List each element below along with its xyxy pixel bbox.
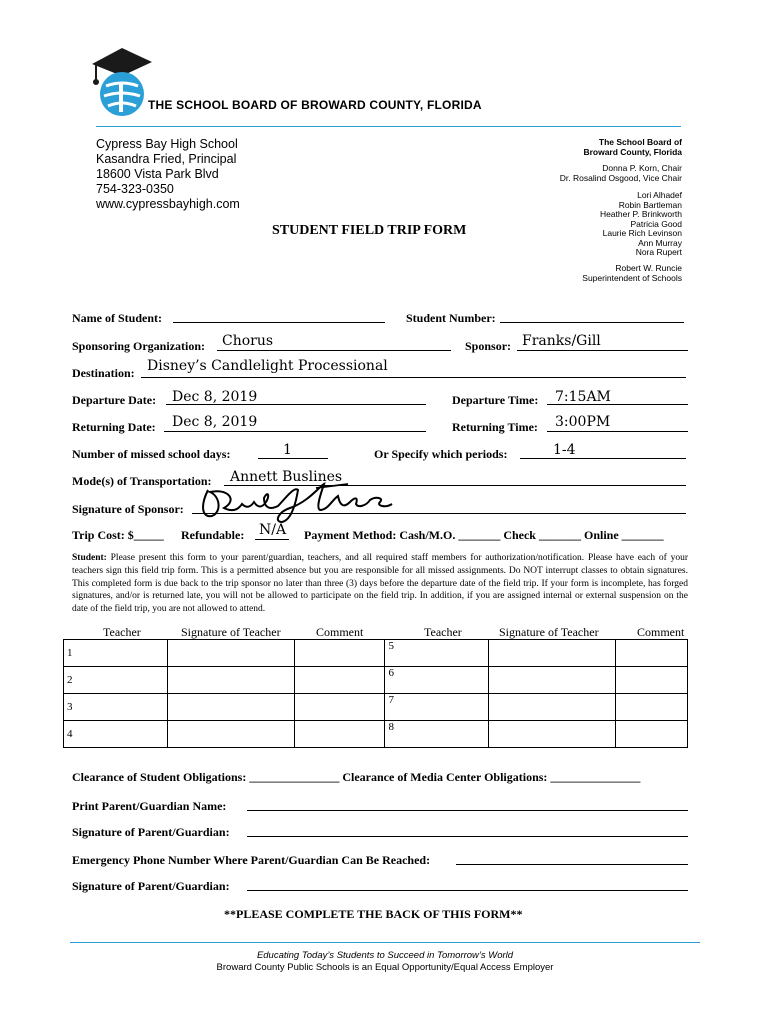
school-address: 18600 Vista Park Blvd: [96, 167, 219, 181]
comment-cell[interactable]: [294, 694, 385, 721]
name-label: Name of Student:: [72, 311, 162, 325]
teacher-cell[interactable]: [64, 721, 168, 748]
board-title-line: Broward County, Florida: [583, 146, 682, 157]
row-number: 4: [67, 728, 73, 740]
teacher-cell[interactable]: [385, 640, 489, 667]
header-rule: [96, 126, 681, 127]
refundable-field[interactable]: [255, 539, 289, 540]
student-number-field[interactable]: [500, 322, 684, 323]
periods-value: 1-4: [553, 442, 576, 458]
sig-parent-field[interactable]: [247, 836, 688, 837]
school-info: [96, 137, 240, 212]
table-row: [64, 721, 688, 748]
board-name: THE SCHOOL BOARD OF BROWARD COUNTY, FLORIDA: [148, 98, 482, 112]
principal: Kasandra Fried, Principal: [96, 152, 237, 166]
form-title: STUDENT FIELD TRIP FORM: [272, 223, 467, 238]
payment-label: Payment Method: Cash/M.O. _______ Check _______ Online _______: [304, 528, 664, 542]
signature-cell[interactable]: [489, 640, 616, 667]
teacher-cell[interactable]: [385, 667, 489, 694]
vice-chair: Dr. Rosalind Osgood, Vice Chair: [559, 172, 682, 183]
notice-text: Please present this form to your parent/guardian, teachers, and all required staff members for authorization/notification. Please have each of your teachers sign this field trip form. This is a permitted absence but you are responsible for all missed assignments. Do NOT interrupt classes to obtain signatures. This completed form is due back to the trip sponsor no later than three (3) days before the departure date of the field trip. If your form is incomplete, has forged signatures, and/or is returned late, you will not be allowed to participate on the field trip. In addition, if you are assigned internal or external suspension on the date of the field trip, you are not allowed to attend.: [72, 553, 689, 615]
member: Patricia Good: [630, 218, 682, 229]
teacher-header-left: Teacher: [103, 625, 141, 639]
table-row: [64, 694, 688, 721]
board-title-line: The School Board of: [598, 137, 682, 147]
comment-cell[interactable]: [616, 640, 688, 667]
clearance-line: Clearance of Student Obligations: _______________ Clearance of Media Center Obligations: _______________: [72, 770, 641, 784]
comment-cell[interactable]: [294, 667, 385, 694]
signature-cell[interactable]: [167, 667, 294, 694]
destination-value: Disney’s Candlelight Processional: [147, 358, 388, 374]
signature-cell[interactable]: [489, 721, 616, 748]
teacher-signature-table: [63, 639, 688, 748]
school-board-logo: [88, 44, 154, 118]
teacher-cell[interactable]: [385, 694, 489, 721]
chair: Donna P. Korn, Chair: [602, 163, 682, 173]
dep-date-value: Dec 8, 2019: [172, 389, 258, 405]
signature-cell[interactable]: [167, 721, 294, 748]
print-parent-label: Print Parent/Guardian Name:: [72, 799, 227, 813]
member: Robin Bartleman: [618, 199, 682, 210]
org-label: Sponsoring Organization:: [72, 339, 206, 353]
signature-cell[interactable]: [489, 694, 616, 721]
board-chairs: [560, 164, 682, 183]
dep-date-label: Departure Date:: [72, 393, 157, 407]
superintendent-name: Robert W. Runcie: [615, 263, 682, 273]
member: Ann Murray: [638, 237, 682, 248]
student-notice: [72, 552, 688, 616]
table-row: [64, 640, 688, 667]
student-number-label: Student Number:: [406, 311, 496, 325]
dep-time-label: Departure Time:: [452, 393, 539, 407]
emergency-field[interactable]: [456, 864, 688, 865]
sponsor-field[interactable]: [517, 350, 688, 351]
signature-cell[interactable]: [489, 667, 616, 694]
row-number: 3: [67, 701, 73, 713]
signature-cell[interactable]: [167, 640, 294, 667]
comment-header-left: Comment: [316, 625, 364, 639]
sponsor-value: Franks/Gill: [522, 333, 601, 349]
row-number: 5: [388, 640, 394, 652]
notice-label: Student:: [72, 553, 107, 563]
print-parent-field[interactable]: [247, 810, 688, 811]
signature-cell[interactable]: [167, 694, 294, 721]
emergency-label: Emergency Phone Number Where Parent/Guardian Can Be Reached:: [72, 853, 431, 867]
sponsor-label: Sponsor:: [465, 339, 512, 353]
member: Laurie Rich Levinson: [602, 228, 682, 238]
school-name: Cypress Bay High School: [96, 137, 238, 151]
periods-label: Or Specify which periods:: [374, 447, 508, 461]
teacher-cell[interactable]: [385, 721, 489, 748]
comment-header-right: Comment: [637, 625, 685, 639]
row-number: 1: [67, 647, 73, 659]
destination-label: Destination:: [72, 366, 135, 380]
school-website: www.cypressbayhigh.com: [96, 197, 240, 211]
member: Heather P. Brinkworth: [599, 209, 682, 219]
ret-time-value: 3:00PM: [555, 414, 611, 430]
teacher-cell[interactable]: [64, 640, 168, 667]
superintendent: [582, 264, 682, 283]
footer-rule: [70, 942, 700, 943]
ret-time-label: Returning Time:: [452, 420, 538, 434]
member: Lori Alhadef: [637, 190, 682, 200]
teacher-header-right: Teacher: [424, 625, 462, 639]
transport-value: Annett Buslines: [230, 469, 343, 485]
org-field[interactable]: [217, 350, 451, 351]
member: Nora Rupert: [635, 247, 682, 257]
row-number: 2: [67, 674, 73, 686]
ret-date-value: Dec 8, 2019: [172, 414, 258, 430]
row-number: 8: [388, 721, 394, 733]
org-value: Chorus: [222, 333, 274, 349]
teacher-cell[interactable]: [64, 667, 168, 694]
ret-date-field[interactable]: [164, 431, 426, 432]
sig-sponsor-label: Signature of Sponsor:: [72, 502, 184, 516]
signature-header-right: Signature of Teacher: [499, 625, 599, 639]
sponsor-signature: [198, 478, 398, 528]
signature-header-left: Signature of Teacher: [181, 625, 281, 639]
row-number: 6: [388, 667, 394, 679]
refundable-label: Refundable:: [181, 528, 245, 542]
ret-date-label: Returning Date:: [72, 420, 156, 434]
ret-time-field[interactable]: [547, 431, 688, 432]
missed-field[interactable]: [258, 458, 328, 459]
destination-field[interactable]: [141, 377, 686, 378]
comment-cell[interactable]: [616, 721, 688, 748]
board-members: [600, 191, 682, 258]
footer-motto: Educating Today’s Students to Succeed in Tomorrow’s World: [256, 950, 514, 961]
comment-cell[interactable]: [294, 721, 385, 748]
periods-field[interactable]: [520, 458, 686, 459]
refundable-value: N/A: [259, 522, 287, 538]
sig-parent-label: Signature of Parent/Guardian:: [72, 825, 230, 839]
transport-label: Mode(s) of Transportation:: [72, 474, 212, 488]
board-title: [583, 138, 682, 157]
missed-value: 1: [283, 442, 292, 458]
trip-cost-label: Trip Cost: $_____: [72, 528, 164, 542]
school-phone: 754-323-0350: [96, 182, 174, 196]
name-field[interactable]: [173, 322, 385, 323]
teacher-cell[interactable]: [64, 694, 168, 721]
comment-cell[interactable]: [294, 640, 385, 667]
comment-cell[interactable]: [616, 694, 688, 721]
comment-cell[interactable]: [616, 667, 688, 694]
missed-label: Number of missed school days:: [72, 447, 231, 461]
superintendent-title: Superintendent of Schools: [582, 272, 682, 283]
footer-eoe: Broward County Public Schools is an Equal Opportunity/Equal Access Employer: [216, 962, 554, 973]
row-number: 7: [388, 694, 394, 706]
complete-back-note: **PLEASE COMPLETE THE BACK OF THIS FORM**: [224, 907, 523, 921]
sig-parent2-field[interactable]: [247, 890, 688, 891]
dep-time-value: 7:15AM: [555, 389, 611, 405]
table-row: [64, 667, 688, 694]
sig-parent2-label: Signature of Parent/Guardian:: [72, 879, 230, 893]
